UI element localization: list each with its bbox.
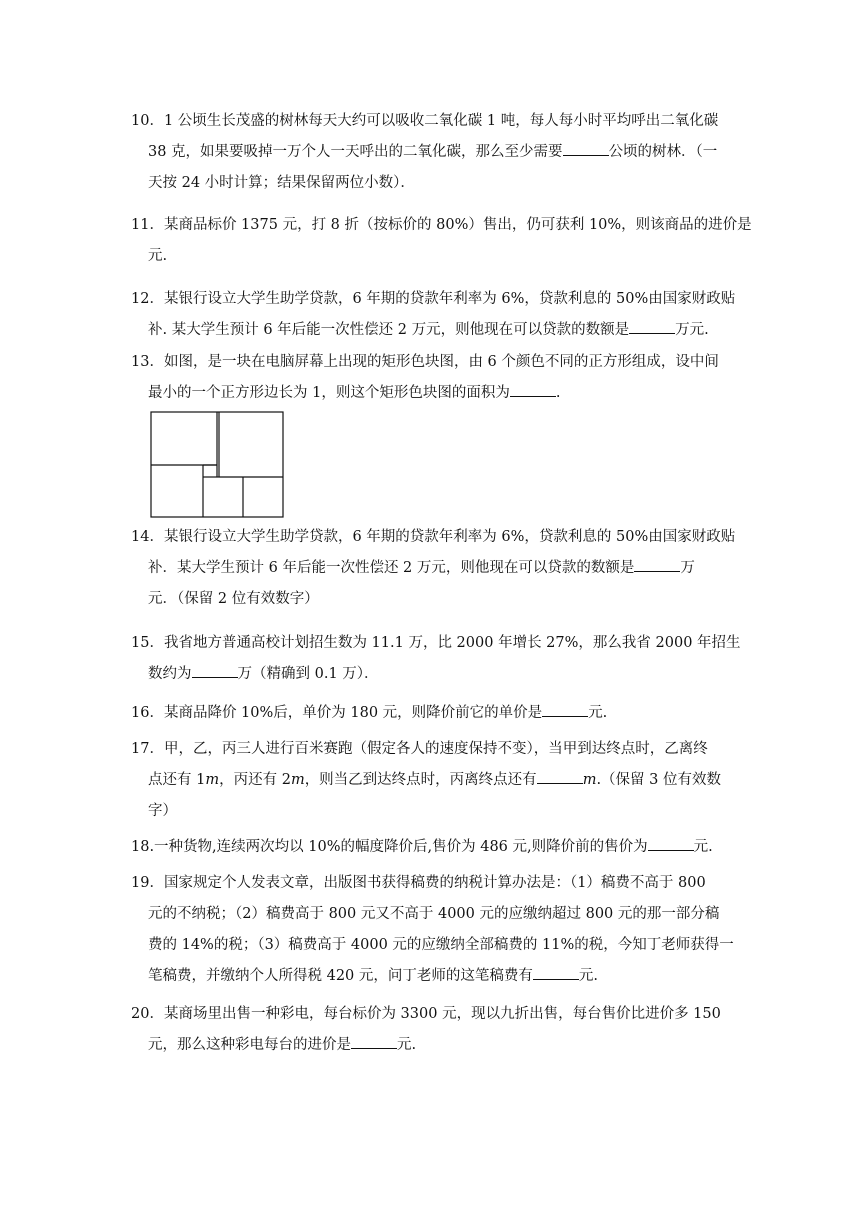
question-12 <box>131 284 741 346</box>
answer-blank[interactable] <box>537 769 583 784</box>
question-line: 元. <box>148 248 168 264</box>
question-line <box>131 1030 741 1061</box>
question-text: 补．某大学生预计 6 年后能一次性偿还 2 万元，则他现在可以贷款的数额是 <box>148 560 635 576</box>
question-text: 补. 某大学生预计 6 年后能一次性偿还 2 万元，则他现在可以贷款的数额是 <box>148 322 630 338</box>
question-line: 11．某商品标价 1375 元，打 8 折（按标价的 80%）售出，仍可获利 10%，则该商品的进价是 <box>131 217 752 233</box>
question-line: 元．（保留 2 位有效数字） <box>148 591 319 607</box>
question-text: 元. <box>578 968 599 984</box>
answer-blank[interactable] <box>510 382 556 397</box>
question-13 <box>131 347 741 409</box>
question-line <box>131 698 741 729</box>
question-text: 万元. <box>675 322 709 338</box>
question-17 <box>131 734 741 827</box>
question-line: 元的不纳税；（2）稿费高于 800 元又不高于 4000 元的应缴纳超过 800 元的那一部分稿 <box>148 906 720 922</box>
question-line <box>131 961 741 992</box>
question-line: 13．如图，是一块在电脑屏幕上出现的矩形色块图，由 6 个颜色不同的正方形组成，设中间 <box>131 354 719 370</box>
question-line: 费的 14%的税；（3）稿费高于 4000 元的应缴纳全部稿费的 11%的税，今知丁老师获得一 <box>148 937 734 953</box>
question-text: ，则当乙到达终点时，丙离终点还有 <box>304 772 537 788</box>
question-line: 19．国家规定个人发表文章，出版图书获得稿费的纳税计算办法是：（1）稿费不高于 800 <box>131 875 706 891</box>
answer-blank[interactable] <box>542 702 588 717</box>
question-text: 数约为 <box>148 666 192 682</box>
question-text: 元，那么这种彩电每台的进价是 <box>148 1037 351 1053</box>
question-11 <box>131 210 752 272</box>
answer-blank[interactable] <box>629 319 675 334</box>
question-text: 万 <box>680 560 695 576</box>
question-18 <box>131 832 741 863</box>
answer-blank[interactable] <box>634 557 680 572</box>
question-text: 16．某商品降价 10%后，单价为 180 元，则降价前它的单价是 <box>131 705 543 721</box>
answer-blank[interactable] <box>648 836 694 851</box>
question-line: 15．我省地方普通高校计划招生数为 11.1 万，比 2000 年增长 27%，那么我省 2000 年招生 <box>131 635 741 651</box>
question-15 <box>131 628 741 690</box>
question-text: 笔稿费，并缴纳个人所得税 420 元，问丁老师的这笔稿费有 <box>148 968 533 984</box>
question-line <box>131 315 741 346</box>
question-line: 20．某商场里出售一种彩电，每台标价为 3300 元，现以九折出售，每台售价比进价多 150 <box>131 1006 721 1022</box>
question-line <box>131 659 741 690</box>
question-14 <box>131 522 741 615</box>
question-text: 18.一种货物,连续两次均以 10%的幅度降价后,售价为 486 元,则降价前的售价为 <box>131 839 648 855</box>
answer-blank[interactable] <box>192 663 238 678</box>
question-line <box>131 137 741 168</box>
question-line: 14．某银行设立大学生助学贷款，6 年期的贷款年利率为 6%，贷款利息的 50%由国家财政贴 <box>131 529 736 545</box>
question-text: 38 克，如果要吸掉一万个人一天呼出的二氧化碳，那么至少需要 <box>148 144 563 160</box>
question-20 <box>131 999 741 1061</box>
answer-blank[interactable] <box>351 1034 397 1049</box>
question-text: 元. <box>397 1037 417 1053</box>
question-text: . <box>555 385 561 401</box>
question-text: 元. <box>588 705 608 721</box>
unit-variable: m <box>290 772 305 788</box>
question-line: 字） <box>148 803 177 819</box>
question-text: 最小的一个正方形边长为 1，则这个矩形色块图的面积为 <box>148 385 510 401</box>
unit-variable: m <box>205 772 220 788</box>
question-text: 元. <box>693 839 713 855</box>
question-line: 10．1 公顷生长茂盛的树林每天大约可以吸收二氧化碳 1 吨，每人每小时平均呼出二氧化碳 <box>131 113 719 129</box>
unit-variable: m <box>582 772 597 788</box>
question-line <box>131 832 741 863</box>
question-text: ，丙还有 2 <box>219 772 291 788</box>
question-line: 12．某银行设立大学生助学贷款，6 年期的贷款年利率为 6%，贷款利息的 50%由国家财政贴 <box>131 291 736 307</box>
question-line <box>131 765 741 796</box>
question-16 <box>131 698 741 729</box>
question-10 <box>131 106 741 199</box>
question-text: 点还有 1 <box>148 772 206 788</box>
question-text: 公顷的树林．（一 <box>608 144 718 160</box>
answer-blank[interactable] <box>563 141 609 156</box>
answer-blank[interactable] <box>533 965 579 980</box>
question-line <box>131 378 741 409</box>
rectangle-squares-figure <box>150 411 284 518</box>
question-text: .（保留 3 位有效数 <box>596 772 721 788</box>
question-line: 天按 24 小时计算；结果保留两位小数）． <box>148 175 415 191</box>
question-line <box>131 553 741 584</box>
question-line: 17．甲，乙，丙三人进行百米赛跑（假定各人的速度保持不变），当甲到达终点时，乙离终 <box>131 741 708 757</box>
question-19 <box>131 868 741 992</box>
question-text: 万（精确到 0.1 万）． <box>237 666 379 682</box>
